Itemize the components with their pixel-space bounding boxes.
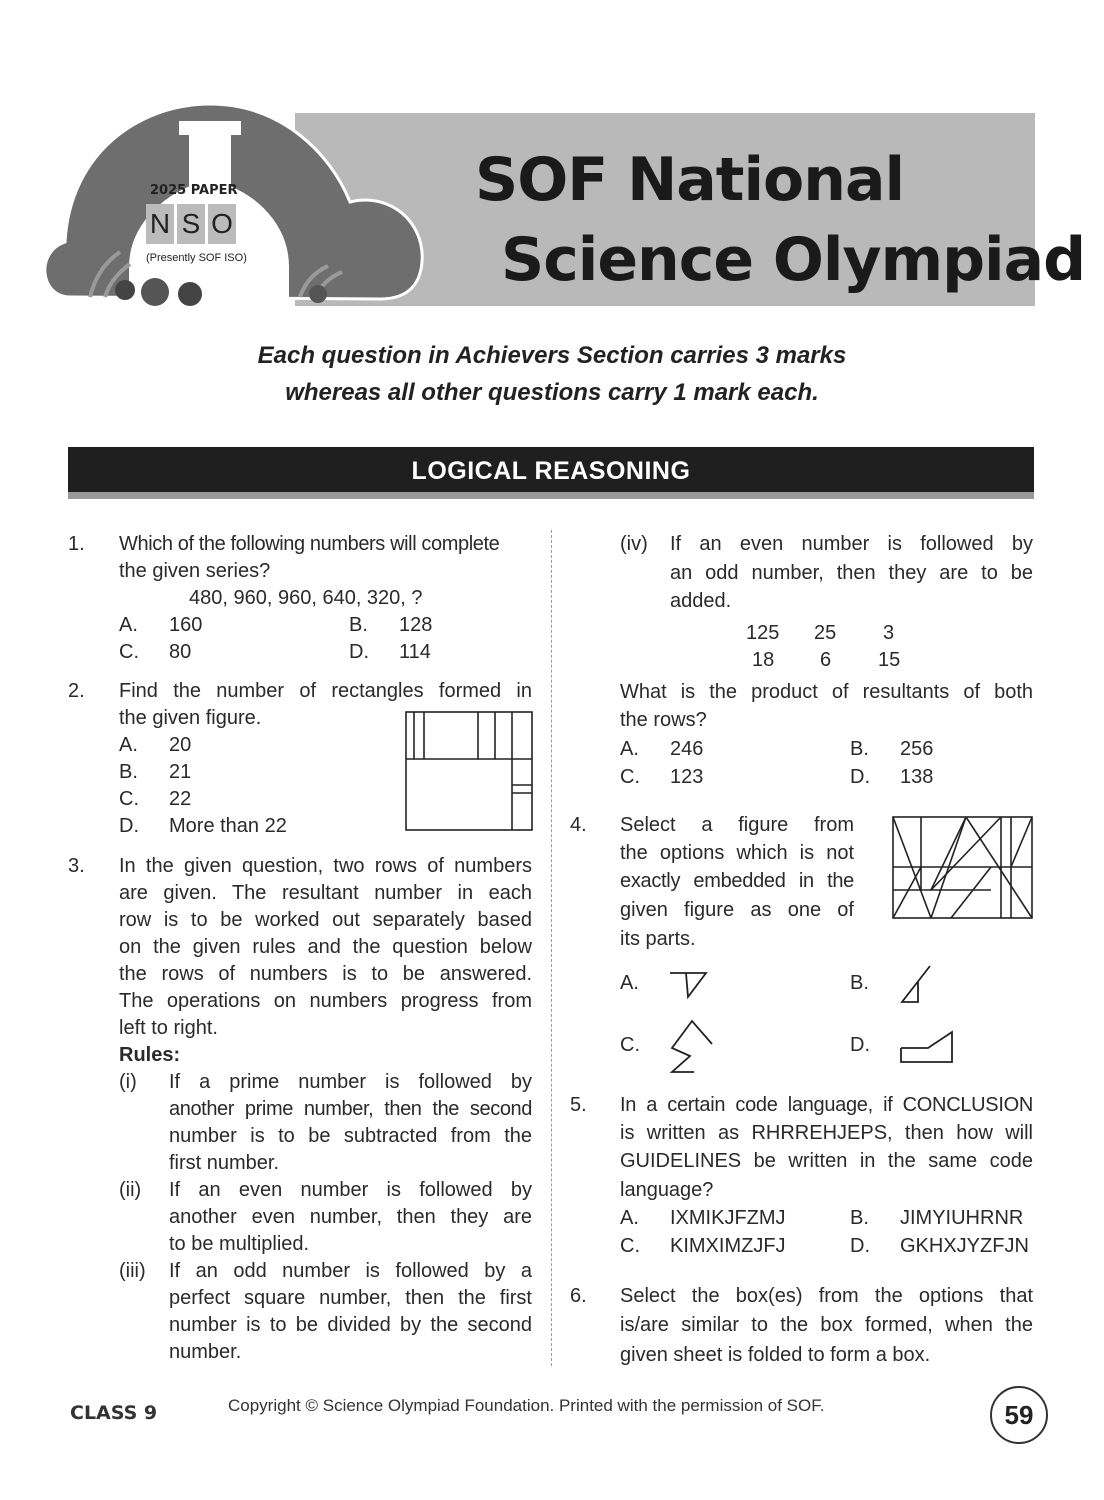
logo-letter-n: N xyxy=(146,204,174,244)
q6-text-line-3: given sheet is folded to form a box. xyxy=(620,1344,931,1366)
q4-option-b-letter: B. xyxy=(850,972,869,994)
q3-row2-num1: 18 xyxy=(752,649,775,671)
logo-year: 2025 PAPER xyxy=(150,183,238,198)
q2-option-c-letter: C. xyxy=(119,788,139,810)
q5-option-d: GKHXJYZFJN xyxy=(900,1235,1029,1257)
q3-rule-3-line-2: perfect square number, then the first xyxy=(169,1287,532,1309)
q3-text-line-5: the rows of numbers is to be answered. xyxy=(119,963,532,985)
q2-option-a: 20 xyxy=(169,734,192,756)
q2-option-b: 21 xyxy=(169,761,192,783)
q3-question-line-1: What is the product of resultants of both xyxy=(620,681,1033,703)
q3-rule-1-line-3: number is to be subtracted from the xyxy=(169,1125,532,1147)
q3-text-line-1: In the given question, two rows of numbers xyxy=(119,855,532,877)
q3-number: 3. xyxy=(68,855,85,877)
q3-row1-num2: 25 xyxy=(814,622,837,644)
q5-option-b-letter: B. xyxy=(850,1207,869,1229)
q3-rule-1-number: (i) xyxy=(119,1071,137,1093)
q3-option-c: 123 xyxy=(670,766,704,788)
q4-option-b-figure xyxy=(898,964,934,1006)
q5-option-c: KIMXIMZJFJ xyxy=(670,1235,786,1257)
section-title: LOGICAL REASONING xyxy=(411,457,691,485)
column-divider xyxy=(551,530,552,1366)
q3-option-b: 256 xyxy=(900,738,934,760)
q2-text-line-1: Find the number of rectangles formed in xyxy=(119,680,532,702)
section-header xyxy=(68,447,1034,499)
q5-text-line-4: language? xyxy=(620,1179,714,1201)
q5-number: 5. xyxy=(570,1094,587,1116)
q6-text-line-2: is/are similar to the box formed, when the xyxy=(620,1314,1033,1336)
q4-text-line-4: given figure as one of xyxy=(620,899,854,921)
q3-option-a-letter: A. xyxy=(620,738,639,760)
q4-text-line-3: exactly embedded in the xyxy=(620,870,854,892)
page-number: 59 xyxy=(990,1386,1048,1444)
q1-option-a: 160 xyxy=(169,614,203,636)
q3-option-c-letter: C. xyxy=(620,766,640,788)
q2-option-c: 22 xyxy=(169,788,192,810)
q3-rule-3-line-3: number is to be divided by the second xyxy=(169,1314,532,1336)
q5-text-line-2: is written as RHRREHJEPS, then how will xyxy=(620,1122,1033,1144)
q3-text-line-7: left to right. xyxy=(119,1017,218,1039)
q3-rule-2-number: (ii) xyxy=(119,1179,142,1201)
q3-rule-2-line-1: If an even number is followed by xyxy=(169,1179,532,1201)
q1-text-line-1: Which of the following numbers will complete xyxy=(119,533,500,555)
logo-letter-o: O xyxy=(208,204,236,244)
logo-letters xyxy=(146,204,236,244)
q3-rule-3-line-1: If an odd number is followed by a xyxy=(169,1260,532,1282)
q1-option-a-letter: A. xyxy=(119,614,138,636)
q4-text-line-2: the options which is not xyxy=(620,842,854,864)
q3-row1-num3: 3 xyxy=(883,622,895,644)
q4-option-c-figure xyxy=(666,1018,716,1076)
q3-option-a: 246 xyxy=(670,738,704,760)
q1-option-b-letter: B. xyxy=(349,614,368,636)
q1-option-b: 128 xyxy=(399,614,433,636)
q3-rules-label: Rules: xyxy=(119,1044,181,1066)
q1-option-c: 80 xyxy=(169,641,192,663)
q4-number: 4. xyxy=(570,814,587,836)
q2-option-d: More than 22 xyxy=(169,815,287,837)
q5-option-a-letter: A. xyxy=(620,1207,639,1229)
q2-number: 2. xyxy=(68,680,85,702)
q3-rule-1-line-1: If a prime number is followed by xyxy=(169,1071,532,1093)
flask-logo-graphic xyxy=(30,92,440,312)
q4-option-d-letter: D. xyxy=(850,1034,870,1056)
q4-option-a-letter: A. xyxy=(620,972,639,994)
q3-row2-num3: 15 xyxy=(878,649,901,671)
q4-text-line-5: its parts. xyxy=(620,928,696,950)
q5-text-line-1: In a certain code language, if CONCLUSION xyxy=(620,1094,1033,1116)
q3-question-line-2: the rows? xyxy=(620,709,707,731)
q2-rectangle-figure xyxy=(404,711,534,833)
q3-rule-1-line-2: another prime number, then the second xyxy=(169,1098,532,1120)
intro-line-2: whereas all other questions carry 1 mark each. xyxy=(285,379,819,406)
q3-text-line-4: on the given rules and the question below xyxy=(119,936,532,958)
q2-option-a-letter: A. xyxy=(119,734,138,756)
intro-line-1: Each question in Achievers Section carries 3 marks xyxy=(257,342,847,369)
q3-option-b-letter: B. xyxy=(850,738,869,760)
q1-number: 1. xyxy=(68,533,85,555)
q3-rule-2-line-3: to be multiplied. xyxy=(169,1233,310,1255)
q1-text-line-2: the given series? xyxy=(119,560,271,582)
q3-rule-4-line-3: added. xyxy=(670,590,732,612)
logo-letter-s: S xyxy=(177,204,205,244)
q3-row1-num1: 125 xyxy=(746,622,780,644)
q2-option-b-letter: B. xyxy=(119,761,138,783)
title-line-2: Science Olympiad xyxy=(501,225,1086,295)
q5-option-c-letter: C. xyxy=(620,1235,640,1257)
q3-text-line-3: row is to be worked out separately based xyxy=(119,909,532,931)
q3-option-d: 138 xyxy=(900,766,934,788)
q3-text-line-2: are given. The resultant number in each xyxy=(119,882,532,904)
q1-series: 480, 960, 960, 640, 320, ? xyxy=(189,587,423,609)
q3-rule-2-line-2: another even number, then they are xyxy=(169,1206,532,1228)
q3-text-line-6: The operations on numbers progress from xyxy=(119,990,532,1012)
q4-option-d-figure xyxy=(898,1028,956,1066)
q3-row2-num2: 6 xyxy=(820,649,832,671)
q3-rule-3-line-4: number. xyxy=(169,1341,242,1363)
q4-option-a-figure xyxy=(668,970,710,1000)
q5-option-d-letter: D. xyxy=(850,1235,870,1257)
q3-rule-3-number: (iii) xyxy=(119,1260,146,1282)
q6-number: 6. xyxy=(570,1285,587,1307)
q6-text-line-1: Select the box(es) from the options that xyxy=(620,1285,1033,1307)
class-label: CLASS 9 xyxy=(70,1402,158,1424)
q4-option-c-letter: C. xyxy=(620,1034,640,1056)
q1-option-d-letter: D. xyxy=(349,641,369,663)
q2-option-d-letter: D. xyxy=(119,815,139,837)
q3-rule-4-number: (iv) xyxy=(620,533,648,555)
q3-option-d-letter: D. xyxy=(850,766,870,788)
logo-subtitle: (Presently SOF ISO) xyxy=(146,252,247,264)
q3-rule-4-line-1: If an even number is followed by xyxy=(670,533,1033,555)
q1-option-c-letter: C. xyxy=(119,641,139,663)
title-line-1: SOF National xyxy=(475,145,905,215)
q5-text-line-3: GUIDELINES be written in the same code xyxy=(620,1150,1033,1172)
q1-option-d: 114 xyxy=(399,641,431,663)
q4-text-line-1: Select a figure from xyxy=(620,814,854,836)
q5-option-b: JIMYIUHRNR xyxy=(900,1207,1024,1229)
q4-given-figure xyxy=(891,815,1034,920)
q2-text-line-2: the given figure. xyxy=(119,707,262,729)
q5-option-a: IXMIKJFZMJ xyxy=(670,1207,786,1229)
q3-rule-1-line-4: first number. xyxy=(169,1152,280,1174)
copyright-text: Copyright © Science Olympiad Foundation. Printed with the permission of SOF. xyxy=(228,1396,825,1415)
q3-rule-4-line-2: an odd number, then they are to be xyxy=(670,562,1033,584)
